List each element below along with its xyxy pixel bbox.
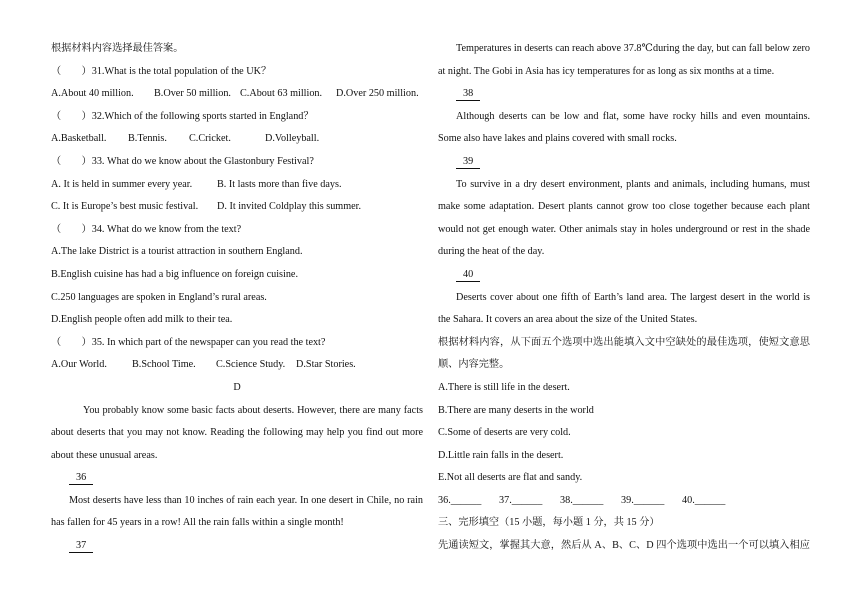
option-a: A.Our World. <box>51 359 107 371</box>
answer-36: 36.______ <box>438 494 482 506</box>
passage-line: You probably know some basic facts about deserts. However, there are many facts <box>83 404 423 416</box>
option-e: E.Not all deserts are flat and sandy. <box>438 472 583 484</box>
option-d: D.Star Stories. <box>296 359 356 371</box>
blank-40 <box>438 264 810 287</box>
option-a: A.Basketball. <box>51 133 107 145</box>
question-31: （ ）31.What is the total population of the UK？ <box>51 65 272 77</box>
passage-line: the Sahara. It covers an area about the size of the United States. <box>438 314 698 326</box>
option-b: B.School Time. <box>132 359 196 371</box>
left-column <box>51 38 423 558</box>
blank-number: 39 <box>456 156 480 169</box>
section-heading: D <box>233 381 241 393</box>
passage-line: at night. The Gobi in Asia has icy temperatures for as long as six months at a time. <box>438 65 775 77</box>
question-35-options <box>51 354 423 377</box>
option-d: D.Volleyball. <box>265 133 320 145</box>
option-b: B.English cuisine has had a big influence on foreign cuisine. <box>51 268 298 280</box>
answer-38: 38.______ <box>560 494 604 506</box>
answer-40: 40.______ <box>682 494 726 506</box>
option-c: C.250 languages are spoken in England’s rural areas. <box>51 291 267 303</box>
passage-line: Temperatures in deserts can reach above 37.8℃during the day, but can fall below zero <box>456 43 810 54</box>
option-a: A.The lake District is a tourist attraction in southern England. <box>51 246 303 258</box>
blank-number: 37 <box>69 540 93 553</box>
passage-line: Although deserts can be low and flat, some have rocky hills and even mountains. <box>456 110 810 122</box>
answer-39: 39.______ <box>621 494 665 506</box>
blank-number: 36 <box>69 472 93 485</box>
option-a: A.About 40 million. <box>51 88 134 100</box>
section-heading: 三、完形填空（15 小题，每小题 1 分，共 15 分） <box>438 517 660 529</box>
answer-37: 37.______ <box>499 494 543 506</box>
option-a: A.There is still life in the desert. <box>438 381 570 393</box>
instruction-text: 先通读短文，掌握其大意，然后从 A、B、C、D 四个选项中选出一个可以填入相应 <box>438 540 810 552</box>
blank-number: 38 <box>456 88 480 101</box>
blank-37 <box>51 535 423 558</box>
option-c: C. It is Europe’s best music festival. <box>51 201 199 213</box>
question-33: （ ）33. What do we know about the Glastonbury Festival? <box>51 155 314 167</box>
blank-38 <box>438 83 810 106</box>
question-34: （ ）34. What do we know from the text? <box>51 223 242 235</box>
option-c: C.About 63 million. <box>240 88 323 100</box>
option-a: A. It is held in summer every year. <box>51 178 193 190</box>
passage-line: Deserts cover about one fifth of Earth’s land area. The largest desert in the world is <box>456 291 810 303</box>
blank-39 <box>438 151 810 174</box>
question-33-options-row1 <box>51 174 423 197</box>
passage-line: would not get enough water. Other animals stay in holes underground or rest in the shade <box>438 223 810 235</box>
option-d: D. It invited Coldplay this summer. <box>217 201 362 213</box>
option-b: B.Over 50 million. <box>154 88 231 100</box>
question-35: （ ）35. In which part of the newspaper can you read the text? <box>51 336 326 348</box>
option-d: D.English people often add milk to their tea. <box>51 314 233 326</box>
option-b: B.Tennis. <box>128 133 167 145</box>
instruction-text: 根据材料内容，从下面五个选项中选出能填入文中空缺处的最佳选项，使短文意思 <box>438 336 810 348</box>
passage-line: about these unusual areas. <box>51 449 158 461</box>
passage-line: about deserts that you may not know. Reading the following may help you find out more <box>51 427 423 439</box>
passage-line: Most deserts have less than 10 inches of rain each year. In one desert in Chile, no rain <box>69 494 423 506</box>
blank-number: 40 <box>456 269 480 282</box>
option-c: C.Cricket. <box>189 133 231 145</box>
blank-36 <box>51 467 423 490</box>
question-31-options <box>51 83 423 106</box>
instruction-text: 根据材料内容选择最佳答案。 <box>51 43 184 54</box>
option-c: C.Some of deserts are very cold. <box>438 427 571 439</box>
option-c: C.Science Study. <box>216 359 286 371</box>
question-32: （ ）32.Which of the following sports started in England？ <box>51 110 314 122</box>
passage-line: has fallen for 45 years in a row! All the rain falls within a single month! <box>51 517 344 529</box>
question-32-options <box>51 128 423 151</box>
passage-line: make some adaptation. Desert plants cannot grow too close together because each plant <box>438 201 810 213</box>
answer-blanks <box>438 490 810 513</box>
right-column <box>438 38 810 558</box>
passage-line: Some also have lakes and plains covered with small rocks. <box>438 133 677 145</box>
passage-line: during the heat of the day. <box>438 246 545 258</box>
option-d: D.Over 250 million. <box>336 88 419 100</box>
instruction-text: 顺、内容完整。 <box>438 359 510 371</box>
passage-line: To survive in a dry desert environment, plants and animals, including humans, must <box>456 178 810 190</box>
option-b: B. It lasts more than five days. <box>217 178 342 190</box>
question-33-options-row2 <box>51 196 423 219</box>
option-d: D.Little rain falls in the desert. <box>438 449 564 461</box>
option-b: B.There are many deserts in the world <box>438 404 594 416</box>
